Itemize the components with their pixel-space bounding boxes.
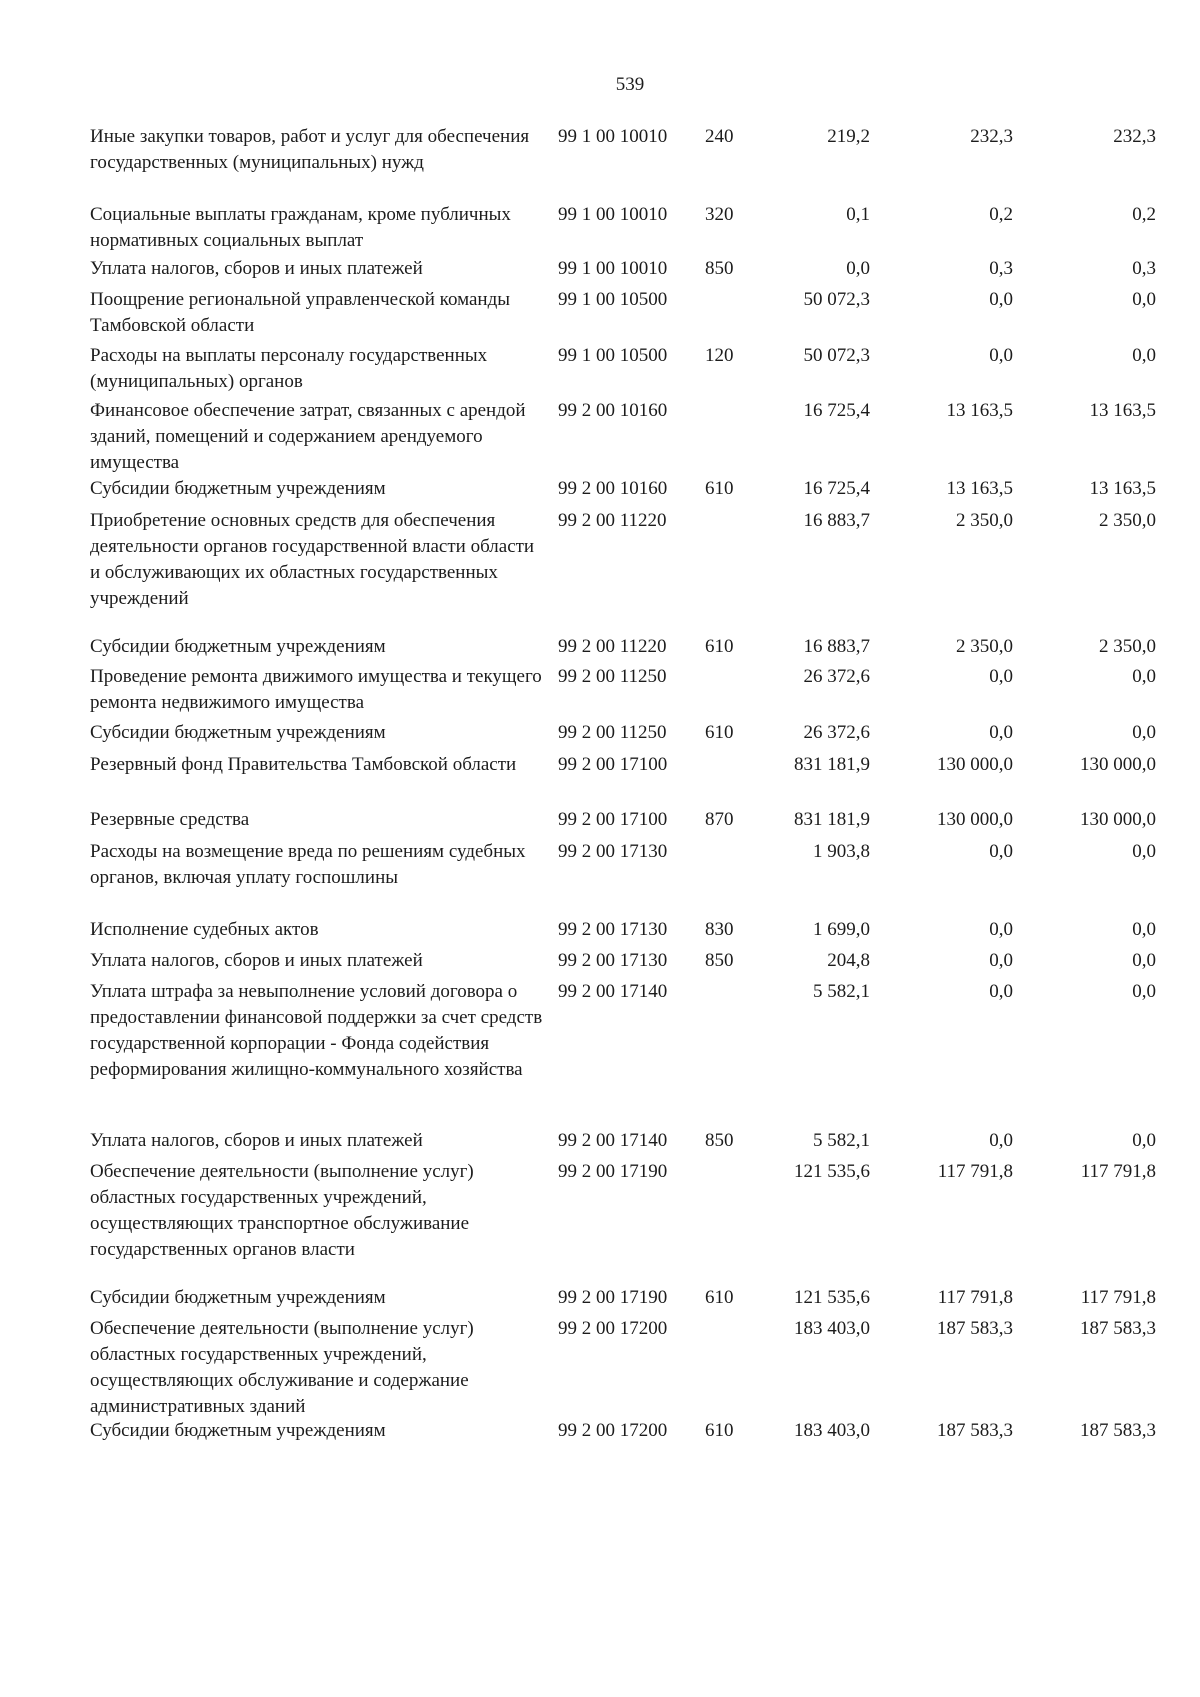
row-target-code: 99 1 00 10500 (558, 345, 668, 366)
row-amount-year-3: 0,3 (1132, 258, 1156, 279)
row-expense-type: 610 (705, 478, 734, 499)
row-description: Исполнение судебных актов (90, 919, 319, 940)
row-target-code: 99 2 00 17140 (558, 1130, 668, 1151)
row-amount-year-2: 0,0 (989, 841, 1013, 862)
row-amount-year-1: 183 403,0 (794, 1318, 870, 1339)
row-target-code: 99 2 00 17130 (558, 919, 668, 940)
row-amount-year-2: 117 791,8 (937, 1287, 1013, 1308)
row-amount-year-3: 2 350,0 (1099, 636, 1156, 657)
row-amount-year-3: 117 791,8 (1080, 1161, 1156, 1182)
row-amount-year-2: 187 583,3 (937, 1420, 1013, 1441)
row-amount-year-2: 2 350,0 (956, 636, 1013, 657)
row-amount-year-2: 0,2 (989, 204, 1013, 225)
row-description: Резервный фонд Правительства Тамбовской области (90, 754, 517, 775)
row-target-code: 99 2 00 17190 (558, 1161, 668, 1182)
row-description: Расходы на возмещение вреда по решениям судебных органов, включая уплату госпошлины (90, 841, 526, 888)
row-target-code: 99 1 00 10500 (558, 289, 668, 310)
row-amount-year-2: 0,0 (989, 981, 1013, 1002)
row-description: Субсидии бюджетным учреждениям (90, 722, 386, 743)
row-amount-year-1: 5 582,1 (813, 981, 870, 1002)
row-amount-year-3: 0,0 (1132, 919, 1156, 940)
row-amount-year-1: 0,1 (846, 204, 870, 225)
row-amount-year-2: 0,0 (989, 722, 1013, 743)
row-description: Уплата налогов, сборов и иных платежей (90, 950, 423, 971)
row-description: Обеспечение деятельности (выполнение услуг) областных государственных учреждений, осуществляющих обслуживание и содержание административных зданий (90, 1318, 474, 1417)
row-amount-year-2: 0,0 (989, 345, 1013, 366)
row-amount-year-3: 117 791,8 (1080, 1287, 1156, 1308)
row-expense-type: 870 (705, 809, 734, 830)
row-amount-year-2: 117 791,8 (937, 1161, 1013, 1182)
row-expense-type: 320 (705, 204, 734, 225)
row-amount-year-2: 2 350,0 (956, 510, 1013, 531)
row-target-code: 99 2 00 10160 (558, 478, 668, 499)
row-amount-year-1: 831 181,9 (794, 754, 870, 775)
row-description: Социальные выплаты гражданам, кроме публичных нормативных социальных выплат (90, 204, 511, 251)
row-description: Проведение ремонта движимого имущества и текущего ремонта недвижимого имущества (90, 666, 542, 713)
row-amount-year-2: 13 163,5 (946, 478, 1013, 499)
row-amount-year-1: 121 535,6 (794, 1161, 870, 1182)
row-description: Уплата штрафа за невыполнение условий договора о предоставлении финансовой поддержки за счет средств государственной корпорации - Фонда содействия реформирования жилищно-коммунального хозяйства (90, 981, 543, 1080)
row-amount-year-1: 5 582,1 (813, 1130, 870, 1151)
row-target-code: 99 2 00 11220 (558, 636, 667, 657)
row-description: Финансовое обеспечение затрат, связанных с арендой зданий, помещений и содержанием арендуемого имущества (90, 400, 526, 473)
row-amount-year-1: 1 699,0 (813, 919, 870, 940)
row-expense-type: 240 (705, 126, 734, 147)
row-amount-year-2: 0,0 (989, 1130, 1013, 1151)
row-amount-year-3: 0,2 (1132, 204, 1156, 225)
row-description: Субсидии бюджетным учреждениям (90, 1420, 386, 1441)
row-amount-year-1: 183 403,0 (794, 1420, 870, 1441)
row-expense-type: 850 (705, 950, 734, 971)
row-description: Субсидии бюджетным учреждениям (90, 1287, 386, 1308)
row-amount-year-2: 0,0 (989, 289, 1013, 310)
row-target-code: 99 2 00 17200 (558, 1420, 668, 1441)
row-amount-year-1: 50 072,3 (803, 289, 870, 310)
row-amount-year-3: 187 583,3 (1080, 1420, 1156, 1441)
row-amount-year-3: 0,0 (1132, 981, 1156, 1002)
row-expense-type: 610 (705, 636, 734, 657)
row-amount-year-1: 831 181,9 (794, 809, 870, 830)
row-amount-year-2: 187 583,3 (937, 1318, 1013, 1339)
row-amount-year-2: 0,0 (989, 919, 1013, 940)
row-amount-year-1: 26 372,6 (803, 722, 870, 743)
row-expense-type: 610 (705, 1287, 734, 1308)
row-amount-year-1: 1 903,8 (813, 841, 870, 862)
row-description: Иные закупки товаров, работ и услуг для обеспечения государственных (муниципальных) нужд (90, 126, 530, 173)
row-target-code: 99 2 00 17130 (558, 950, 668, 971)
row-amount-year-3: 0,0 (1132, 722, 1156, 743)
row-amount-year-2: 232,3 (970, 126, 1013, 147)
row-target-code: 99 2 00 17190 (558, 1287, 668, 1308)
page-number: 539 (615, 74, 645, 95)
row-amount-year-3: 130 000,0 (1080, 754, 1156, 775)
row-amount-year-1: 219,2 (827, 126, 870, 147)
row-amount-year-3: 0,0 (1132, 666, 1156, 687)
row-target-code: 99 2 00 10160 (558, 400, 668, 421)
row-expense-type: 610 (705, 1420, 734, 1441)
row-amount-year-3: 0,0 (1132, 841, 1156, 862)
row-amount-year-3: 0,0 (1132, 289, 1156, 310)
row-target-code: 99 2 00 17130 (558, 841, 668, 862)
row-description: Уплата налогов, сборов и иных платежей (90, 1130, 423, 1151)
row-target-code: 99 2 00 17140 (558, 981, 668, 1002)
row-amount-year-1: 204,8 (827, 950, 870, 971)
row-amount-year-2: 130 000,0 (937, 754, 1013, 775)
row-amount-year-3: 0,0 (1132, 345, 1156, 366)
row-target-code: 99 2 00 11250 (558, 666, 667, 687)
row-amount-year-1: 16 725,4 (803, 400, 870, 421)
row-description: Поощрение региональной управленческой команды Тамбовской области (90, 289, 511, 336)
row-target-code: 99 2 00 11250 (558, 722, 667, 743)
row-expense-type: 850 (705, 1130, 734, 1151)
row-amount-year-1: 16 883,7 (803, 510, 870, 531)
row-amount-year-2: 0,0 (989, 666, 1013, 687)
row-description: Расходы на выплаты персоналу государственных (муниципальных) органов (90, 345, 488, 392)
row-amount-year-3: 13 163,5 (1089, 400, 1156, 421)
row-amount-year-1: 16 883,7 (803, 636, 870, 657)
row-amount-year-3: 187 583,3 (1080, 1318, 1156, 1339)
row-amount-year-1: 50 072,3 (803, 345, 870, 366)
row-description: Субсидии бюджетным учреждениям (90, 478, 386, 499)
row-amount-year-2: 13 163,5 (946, 400, 1013, 421)
row-description: Приобретение основных средств для обеспечения деятельности органов государственной власти области и обслуживающих их областных государственных учреждений (90, 510, 535, 609)
row-expense-type: 850 (705, 258, 734, 279)
row-amount-year-2: 0,3 (989, 258, 1013, 279)
row-description: Резервные средства (90, 809, 250, 830)
row-amount-year-1: 121 535,6 (794, 1287, 870, 1308)
row-amount-year-2: 0,0 (989, 950, 1013, 971)
row-amount-year-3: 13 163,5 (1089, 478, 1156, 499)
row-expense-type: 610 (705, 722, 734, 743)
row-expense-type: 120 (705, 345, 734, 366)
row-amount-year-3: 0,0 (1132, 950, 1156, 971)
row-amount-year-3: 2 350,0 (1099, 510, 1156, 531)
row-amount-year-3: 130 000,0 (1080, 809, 1156, 830)
row-target-code: 99 1 00 10010 (558, 258, 668, 279)
row-target-code: 99 1 00 10010 (558, 204, 668, 225)
row-amount-year-1: 0,0 (846, 258, 870, 279)
row-expense-type: 830 (705, 919, 734, 940)
row-target-code: 99 2 00 11220 (558, 510, 667, 531)
row-amount-year-2: 130 000,0 (937, 809, 1013, 830)
row-amount-year-3: 232,3 (1113, 126, 1156, 147)
row-description: Уплата налогов, сборов и иных платежей (90, 258, 423, 279)
row-description: Обеспечение деятельности (выполнение услуг) областных государственных учреждений, осуществляющих транспортное обслуживание государственных органов власти (90, 1161, 474, 1260)
row-target-code: 99 2 00 17200 (558, 1318, 668, 1339)
row-amount-year-1: 26 372,6 (803, 666, 870, 687)
row-amount-year-3: 0,0 (1132, 1130, 1156, 1151)
row-target-code: 99 1 00 10010 (558, 126, 668, 147)
row-amount-year-1: 16 725,4 (803, 478, 870, 499)
row-target-code: 99 2 00 17100 (558, 809, 668, 830)
row-target-code: 99 2 00 17100 (558, 754, 668, 775)
row-description: Субсидии бюджетным учреждениям (90, 636, 386, 657)
